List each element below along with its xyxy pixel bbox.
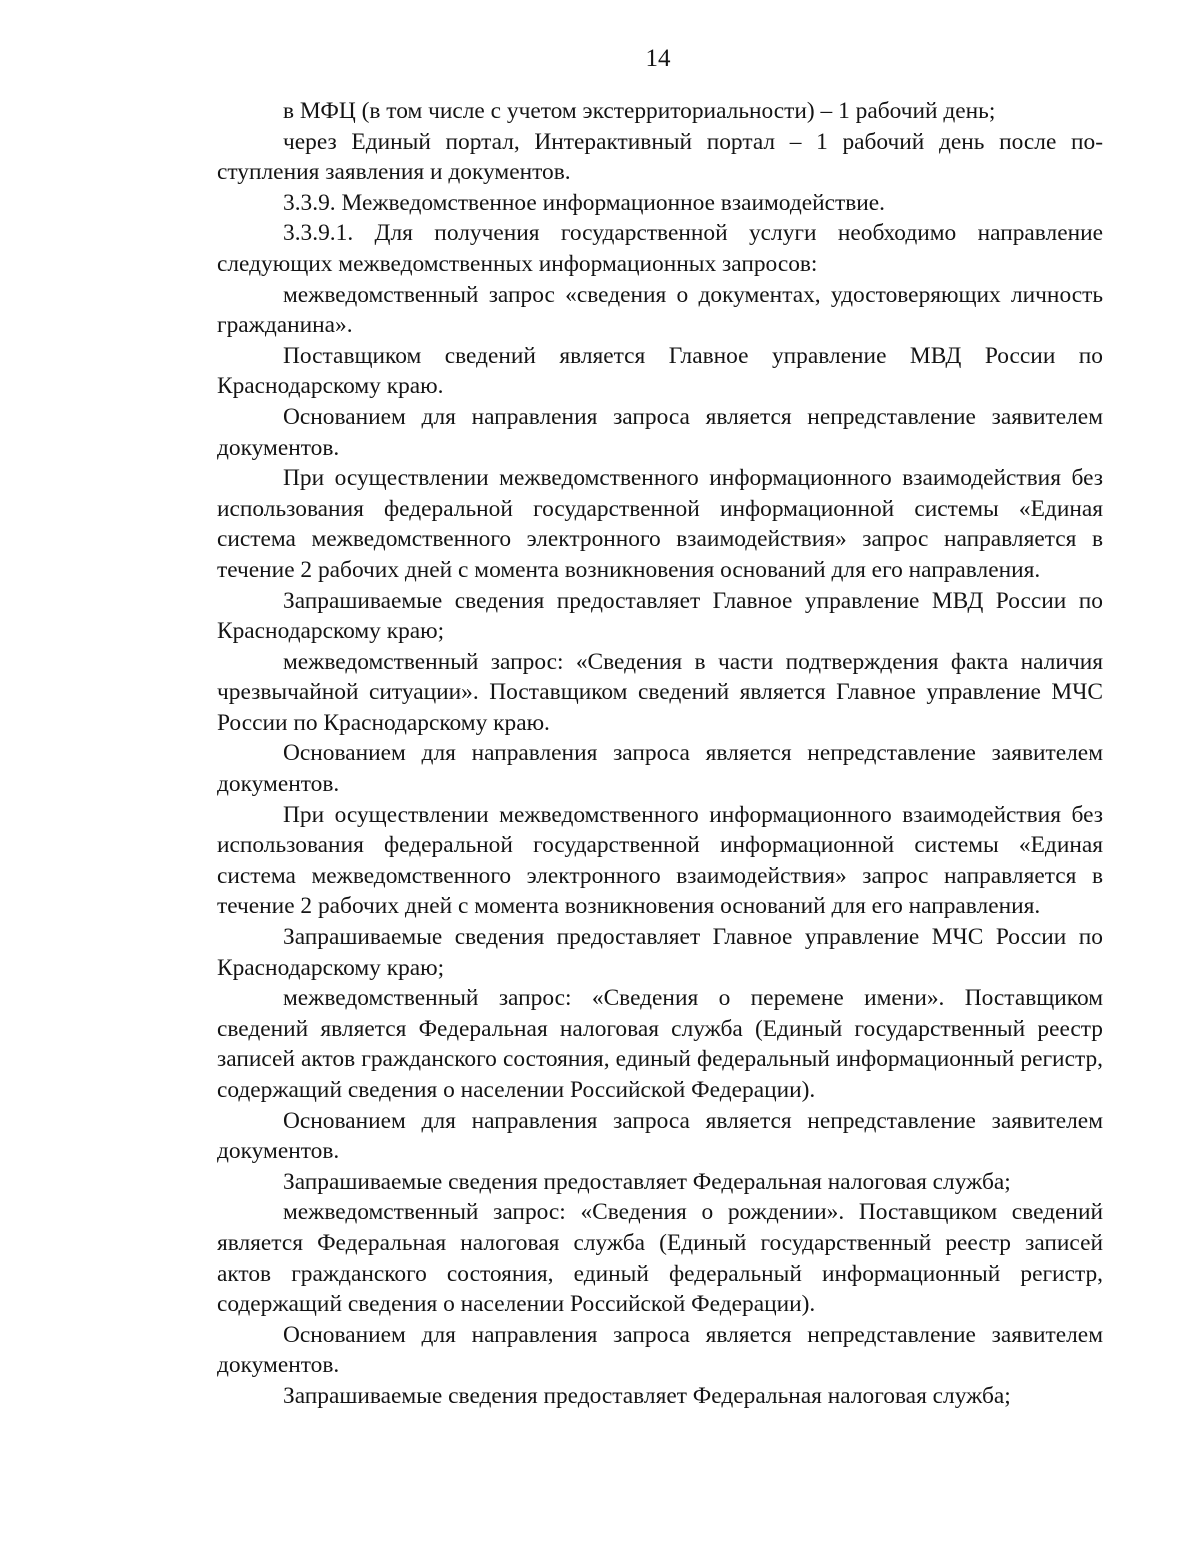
- paragraph: Основанием для направления запроса является непредставление заявителем документов.: [217, 1321, 1103, 1379]
- paragraph: межведомственный запрос: «Сведения в части подтверждения факта наличия чрезвычайной ситуации». Поставщиком сведений является Главное управление МЧС России по Краснодарскому краю.: [217, 648, 1103, 736]
- paragraph: Основанием для направления запроса является непредставление заявителем документов.: [217, 403, 1103, 461]
- paragraph: При осуществлении межведомственного информационного взаимодействия без использования федеральной государственной информационной системы «Единая система межведомственного электронного взаимодействия» запрос направляется в течение 2 рабочих дней с момента возникновения оснований для его направления.: [217, 801, 1103, 920]
- paragraph: Основанием для направления запроса является непредставление заявителем документов.: [217, 1107, 1103, 1165]
- paragraph: межведомственный запрос «сведения о документах, удостоверяющих личность гражданина».: [217, 281, 1103, 339]
- paragraph: межведомственный запрос: «Сведения о рождении». Поставщиком сведений является Федеральная налоговая служба (Единый государственный реестр записей актов гражданского состояния, единый федеральный информационный регистр, содержащий сведения о населении Российской Федерации).: [217, 1199, 1103, 1318]
- paragraph: При осуществлении межведомственного информационного взаимодействия без использования федеральной государственной информационной системы «Единая система межведомственного электронного взаимодействия» запрос направляется в течение 2 рабочих дней с момента возникновения оснований для его направления.: [217, 465, 1103, 583]
- paragraph: Запрашиваемые сведения предоставляет Главное управление МВД России по Краснодарскому краю;: [217, 587, 1103, 645]
- paragraph: 3.3.9. Межведомственное информационное взаимодействие.: [283, 189, 886, 216]
- paragraph: 3.3.9.1. Для получения государственной услуги необходимо направление следующих межведомственных информационных запросов:: [217, 220, 1103, 277]
- paragraph: в МФЦ (в том числе с учетом экстерриториальности) – 1 рабочий день;: [283, 98, 996, 124]
- paragraph: через Единый портал, Интерактивный портал – 1 рабочий день после поступления заявления и документов.: [217, 128, 1103, 186]
- paragraph: Запрашиваемые сведения предоставляет Федеральная налоговая служба;: [283, 1382, 1011, 1409]
- paragraph: Основанием для направления запроса является непредставление заявителем документов.: [217, 740, 1103, 798]
- page-number: 14: [645, 45, 671, 72]
- paragraph: межведомственный запрос: «Сведения о перемене имени». Поставщиком сведений является Федеральная налоговая служба (Единый государственный реестр записей актов гражданского состояния, единый федеральный информационный регистр, содержащий сведения о населении Российской Федерации).: [217, 985, 1103, 1103]
- paragraph: Запрашиваемые сведения предоставляет Федеральная налоговая служба;: [283, 1168, 1011, 1195]
- paragraph: Запрашиваемые сведения предоставляет Главное управление МЧС России по Краснодарскому краю;: [217, 924, 1103, 981]
- document-body: [217, 96, 1103, 1412]
- paragraph: Поставщиком сведений является Главное управление МВД России по Краснодарскому краю.: [217, 342, 1103, 400]
